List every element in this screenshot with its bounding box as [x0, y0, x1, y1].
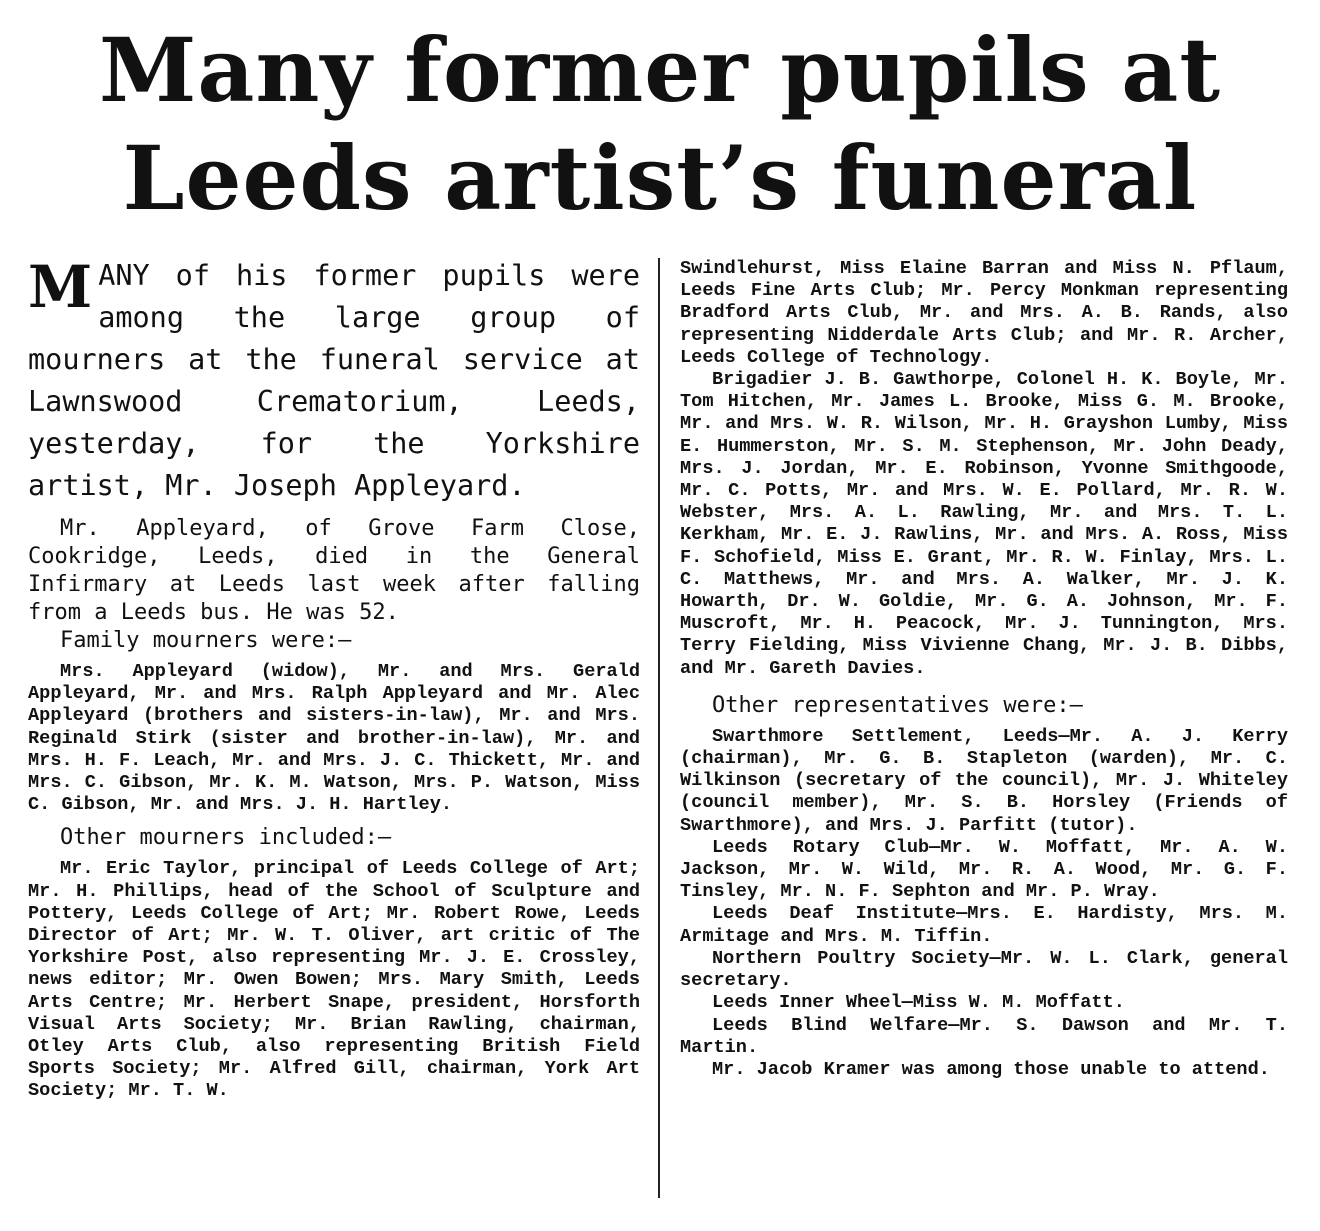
column-divider — [658, 258, 660, 1198]
headline-line-1: Many former pupils at — [99, 18, 1221, 122]
right-column — [680, 258, 1288, 1081]
family-list: Mrs. Appleyard (widow), Mr. and Mrs. Gerald Appleyard, Mr. and Mrs. Ralph Appleyard and Mr. Alec Appleyard (brothers and sisters-in-law), Mr. and Mrs. Reginald Stirk (sister and brother-in-law), Mr. and Mrs. H. F. Leach, Mr. and Mrs. J. C. Thickett, Mr. and Mrs. C. Gibson, Mr. K. M. Watson, Mrs. P. Watson, Miss C. Gibson, Mr. and Mrs. J. H. Hartley. — [28, 661, 640, 816]
inner-wheel-paragraph: Leeds Inner Wheel—Miss W. M. Moffatt. — [712, 992, 1125, 1014]
left-column — [28, 255, 640, 1103]
poultry-society-paragraph: Northern Poultry Society—Mr. W. L. Clark, general secretary. — [680, 947, 1288, 992]
kramer-paragraph: Mr. Jacob Kramer was among those unable to attend. — [712, 1058, 1270, 1080]
details-paragraph: Mr. Appleyard, of Grove Farm Close, Cookridge, Leeds, died in the General Infirmary at Leeds last week after falling from a Leeds bus. He was 52. — [28, 516, 640, 625]
headline-line-2: Leeds artist’s funeral — [122, 126, 1198, 230]
deaf-institute-paragraph: Leeds Deaf Institute—Mrs. E. Hardisty, Mrs. M. Armitage and Mrs. M. Tiffin. — [680, 903, 1288, 947]
drop-cap: M — [28, 253, 93, 321]
rotary-paragraph: Leeds Rotary Club—Mr. W. Moffatt, Mr. A. W. Jackson, Mr. W. Wild, Mr. R. A. Wood, Mr. G. F. Tinsley, Mr. N. F. Sephton and Mr. P. Wray. — [680, 836, 1288, 903]
blind-welfare-paragraph: Leeds Blind Welfare—Mr. S. Dawson and Mr. T. Martin. — [680, 1014, 1288, 1058]
other-mourners-list-left: Mr. Eric Taylor, principal of Leeds College of Art; Mr. H. Phillips, head of the School of Sculpture and Pottery, Leeds College of Art; Mr. Robert Rowe, Leeds Director of Art; Mr. W. T. Oliver, art critic of The Yorkshire Post, also representing Mr. J. E. Crossley, news editor; Mr. Owen Bowen; Mrs. Mary Smith, Leeds Arts Centre; Mr. Herbert Snape, president, Horsforth Visual Arts Society; Mr. Brian Rawling, chairman, Otley Arts Club, also representing British Field Sports Society; Mr. Alfred Gill, chairman, York Art Society; Mr. T. W. — [28, 858, 640, 1102]
lead-text: ANY of his former pupils were among the large group of mourners at the funeral service at Lawnswood Crematorium, Leeds, yesterday, for the Yorkshire artist, Mr. Joseph Appleyard. — [28, 259, 640, 502]
headline — [40, 16, 1280, 232]
swarthmore-paragraph: Swarthmore Settlement, Leeds—Mr. A. J. Kerry (chairman), Mr. G. B. Stapleton (warden), Mr. C. Wilkinson (secretary of the council), Mr. J. Whiteley (council member), Mr. S. B. Horsley (Friends of Swarthmore), and Mrs. J. Parfitt (tutor). — [680, 725, 1288, 836]
lead-paragraph — [28, 255, 640, 507]
other-mourners-heading: Other mourners included:— — [60, 825, 392, 851]
other-mourners-list-right: Brigadier J. B. Gawthorpe, Colonel H. K. Boyle, Mr. Tom Hitchen, Mr. James L. Brooke, Miss G. M. Brooke, Mr. and Mrs. W. R. Wilson, Mr. H. Grayshon Lumby, Miss E. Hummerston, Mr. S. M. Stephenson, Mr. John Deady, Mrs. J. Jordan, Mr. E. Robinson, Yvonne Smithgoode, Mr. C. Potts, Mr. and Mrs. W. E. Pollard, Mr. R. W. Webster, Mrs. A. L. Rawling, Mr. and Mrs. T. L. Kerkham, Mr. E. J. Rawlins, Mr. and Mrs. A. Ross, Miss F. Schofield, Miss E. Grant, Mr. R. W. Finlay, Mrs. L. C. Matthews, Mr. and Mrs. A. Walker, Mr. J. K. Howarth, Dr. W. Goldie, Mr. G. A. Johnson, Mr. F. Muscroft, Mr. H. Peacock, Mr. J. Tunnington, Mrs. Terry Fielding, Miss Vivienne Chang, Mr. J. B. Dibbs, and Mr. Gareth Davies. — [680, 369, 1288, 679]
family-heading: Family mourners were:— — [60, 628, 352, 653]
representatives-heading: Other representatives were:— — [712, 692, 1083, 718]
other-mourners-list-continued: Swindlehurst, Miss Elaine Barran and Miss N. Pflaum, Leeds Fine Arts Club; Mr. Percy Monkman representing Bradford Arts Club, Mr. and Mrs. A. B. Rands, also representing Nidderdale Arts Club; and Mr. R. Archer, Leeds College of Technology. — [680, 258, 1288, 368]
